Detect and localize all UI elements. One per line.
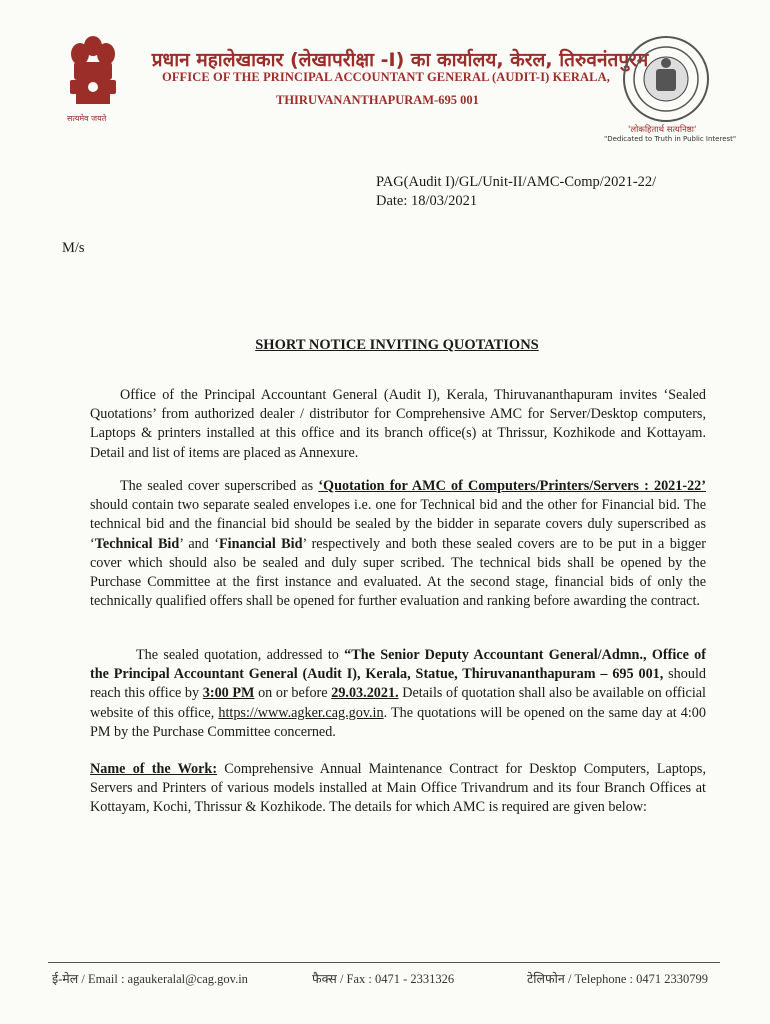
name-of-work-label: Name of the Work: (90, 761, 218, 777)
reference-date: Date: 18/03/2021 (376, 193, 478, 209)
deadline-date: 29.03.2021. (331, 685, 399, 702)
footer-email[interactable]: ई-मेल / Email : agaukeralal@cag.gov.in (52, 972, 248, 986)
deadline-time: 3:00 PM (202, 685, 255, 702)
notice-title: SHORT NOTICE INVITING QUOTATIONS (255, 337, 539, 353)
cover-superscription: ‘Quotation for AMC of Computers/Printers/Servers : 2021-22’ (318, 478, 706, 494)
paragraph-sealed-cover: The sealed cover superscribed as ‘Quotation for AMC of Computers/Printers/Servers : 2021-22’ should contain two separate sealed envelopes i.e. one for Technical bid and the other for Financial bid. The technical bid and the financial bid should be sealed by the bidder in separate covers duly superscribed as ‘Technical Bid’ and ‘Financial Bid’ respectively and both these sealed covers are to be put in a bigger cover which should also be sealed and duly super scribed. The technical bids shall be opened by the Purchase Committee at the first instance and evaluated. At the second stage, financial bids of only the technically qualified offers shall be opened for further evaluation and ranking before awarding the contract. (90, 478, 706, 610)
seal-motto-hindi: 'लोकहितार्थ सत्यनिष्ठा' (628, 125, 697, 135)
footer-divider (48, 962, 720, 963)
emblem-caption: सत्यमेव जयते (67, 114, 107, 123)
paragraph-intro: Office of the Principal Accountant General (Audit I), Kerala, Thiruvananthapuram invites ‘Sealed Quotations’ from authorized dealer / distributor for Comprehensive AMC for Server/Desktop computers, Laptops & printers installed at this office and its branch office(s) at Thrissur, Kozhikode and Kottayam. Detail and list of items are placed as Annexure. (90, 387, 706, 461)
office-city: THIRUVANANTHAPURAM-695 001 (276, 93, 479, 107)
office-title-english: OFFICE OF THE PRINCIPAL ACCOUNTANT GENERAL (AUDIT-I) KERALA, (162, 70, 610, 84)
website-link[interactable]: https://www.agker.cag.gov.in (218, 704, 384, 721)
addressee: M/s (62, 240, 85, 256)
office-title-hindi: प्रधान महालेखाकार (लेखापरीक्षा -I) का कार्यालय, केरल, तिरुवनंतपुरम (151, 49, 649, 71)
seal-motto-english: "Dedicated to Truth in Public Interest" (604, 135, 737, 143)
reference-block (376, 173, 656, 211)
footer-phone: टेलिफोन / Telephone : 0471 2330799 (527, 972, 709, 986)
paragraph-submission: The sealed quotation, addressed to “The Senior Deputy Accountant General/Admn., Office of the Principal Accountant General (Audit I), Kerala, Statue, Thiruvananthapuram – 695 001, should reach this office by 3:00 PM on or before 29.03.2021. Details of quotation shall also be available on official website of this office, https://www.agker.cag.gov.in. The quotations will be opened on the same day at 4:00 PM by the Purchase Committee concerned. (90, 647, 707, 740)
paragraph-name-of-work: Name of the Work: Comprehensive Annual Maintenance Contract for Desktop Computers, Laptops, Servers and Printers of various models installed at Main Office Trivandrum and its four Branch Offices at Kottayam, Kochi, Thrissur & Kozhikode. The details for which AMC is required are given below: (90, 761, 707, 816)
submission-addressee: “The Senior Deputy Accountant General/Admn., Office of the Principal Accountant General (Audit I), Kerala, Statue, Thiruvananthapuram – 695 001, (90, 647, 706, 683)
cag-seal-icon (620, 33, 712, 125)
footer-fax: फैक्स / Fax : 0471 - 2331326 (312, 972, 455, 986)
reference-number: PAG(Audit I)/GL/Unit-II/AMC-Comp/2021-22/ (376, 174, 657, 190)
